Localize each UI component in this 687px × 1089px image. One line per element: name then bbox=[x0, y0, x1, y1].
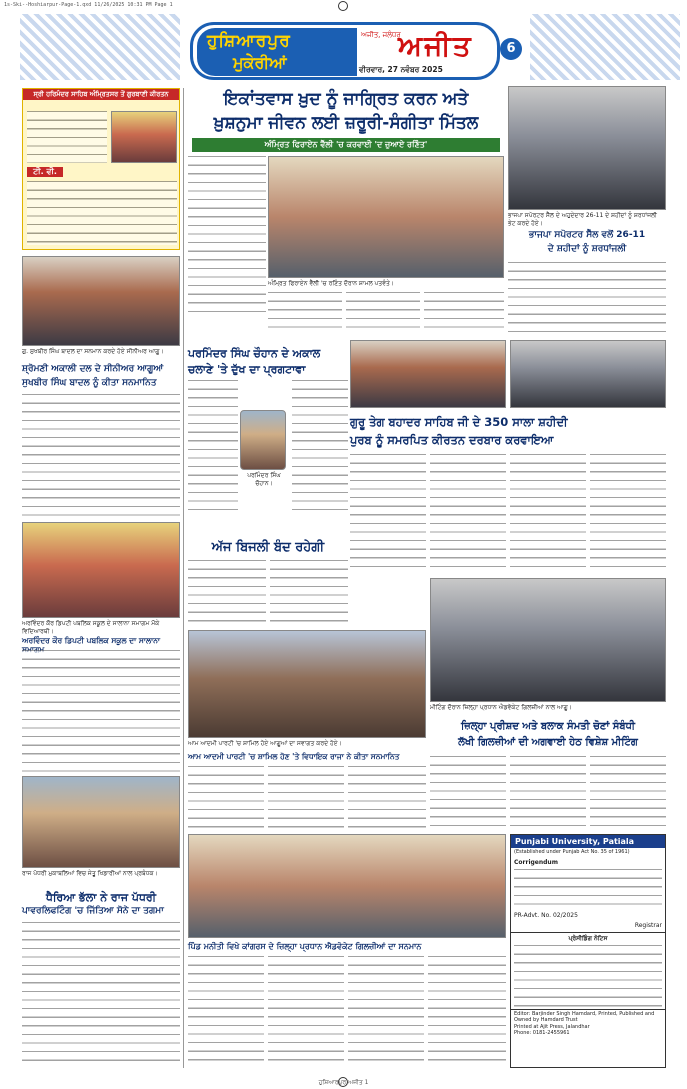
obituary-headline-line2: ਚਲਾਣੇ 'ਤੇ ਦੁੱਖ ਦਾ ਪ੍ਰਗਟਾਵਾ bbox=[188, 363, 306, 376]
powerlifting-headline-line1: ਧੈਰਿਆ ਭੱਲਾ ਨੇ ਰਾਜ ਪੱਧਰੀ bbox=[45, 891, 157, 904]
lead-story-text-col1 bbox=[188, 156, 266, 314]
imprint-line2: Printed at Ajit Press, Jalandhar bbox=[514, 1023, 590, 1030]
obituary-text-col1 bbox=[188, 380, 238, 510]
akali-story-text bbox=[22, 394, 180, 518]
congress-text-col2 bbox=[268, 956, 344, 1066]
school-photo-caption: ਅਰਵਿੰਦਰ ਕੌਰ ਡਿਪਟੀ ਪਬਲਿਕ ਸਕੂਲ ਦੇ ਸਾਲਾਨਾ ਸਮਾਗਮ ਮੌਕੇ ਵਿਦਿਆਰਥੀ। bbox=[22, 620, 160, 635]
congress-text-col4 bbox=[428, 956, 506, 1066]
akali-leaders-photo bbox=[22, 256, 180, 346]
school-story-text bbox=[22, 650, 180, 772]
gurbani-box bbox=[22, 88, 180, 250]
bjp-headline-line2: ਦੇ ਸ਼ਹੀਦਾਂ ਨੂੰ ਸ਼ਰਧਾਂਜਲੀ bbox=[547, 244, 627, 254]
obituary-portrait bbox=[240, 410, 286, 470]
lead-story-text-col2 bbox=[268, 292, 342, 334]
akali-photo-caption: ਗੁ. ਸੁਖਬੀਰ ਸਿੰਘ ਬਾਦਲ ਦਾ ਸਨਮਾਨ ਕਰਦੇ ਹੋਏ ਸੀਨੀਅਰ ਆਗੂ। bbox=[22, 348, 164, 355]
bjp-tribute-photo bbox=[508, 86, 666, 210]
issue-date: ਵੀਰਵਾਰ, 27 ਨਵੰਬਰ 2025 bbox=[359, 65, 443, 74]
kirtan-photo-right bbox=[510, 340, 666, 408]
obituary-text-col2 bbox=[292, 380, 348, 510]
kirtan-text-col4 bbox=[590, 454, 666, 572]
lead-story-photo bbox=[268, 156, 504, 278]
kirtan-headline-line2: ਪੁਰਬ ਨੂੰ ਸਮਰਪਿਤ ਕੀਰਤਨ ਦਰਬਾਰ ਕਰਵਾਇਆ bbox=[350, 433, 554, 447]
kirtan-text-col1 bbox=[350, 454, 426, 572]
obituary-headline-line1: ਪਰਮਿੰਦਰ ਸਿੰਘ ਚੌਹਾਨ ਦੇ ਅਕਾਲ bbox=[188, 347, 321, 360]
congress-felicitation-photo bbox=[188, 834, 506, 938]
school-function-photo bbox=[22, 522, 180, 618]
power-cut-headline: ਅੱਜ ਬਿਜਲੀ ਬੰਦ ਰਹੇਗੀ bbox=[211, 540, 325, 555]
akali-headline-line1: ਸ਼੍ਰੋਮਣੀ ਅਕਾਲੀ ਦਲ ਦੇ ਸੀਨੀਅਰ ਆਗੂਆਂ bbox=[22, 364, 164, 374]
bjp-headline-line1: ਭਾਜਪਾ ਸਪੋਰਟਰ ਸੈੱਲ ਵਲੋਂ 26-11 bbox=[528, 230, 646, 240]
advert-subtitle: (Established under Punjab Act No. 35 of 1961) bbox=[514, 849, 630, 855]
advert-corrigendum: Corrigendum bbox=[514, 858, 558, 866]
advert-reference: PR-Advt. No. 02/2025 bbox=[514, 912, 578, 919]
column-rule-left bbox=[183, 88, 184, 1068]
powerlifting-photo-caption: ਰਾਜ ਪੱਧਰੀ ਮੁਕਾਬਲਿਆਂ ਵਿਚ ਜੇਤੂ ਖਿਡਾਰੀਆਂ ਨਾਲ ਪ੍ਰਬੰਧਕ। bbox=[22, 870, 158, 877]
imprint-line1: Editor: Barjinder Singh Hamdard, Printed, Published and Owned by Hamdard Trust bbox=[511, 1009, 665, 1024]
congress-text-col1 bbox=[188, 956, 264, 1066]
edition-subname: ਮੁਕੇਰੀਆਂ bbox=[233, 53, 287, 72]
akali-headline-line2: ਸੁਖਬੀਰ ਸਿੰਘ ਬਾਦਲ ਨੂੰ ਕੀਤਾ ਸਨਮਾਨਿਤ bbox=[22, 378, 157, 388]
lead-headline-line2: ਖ਼ੁਸ਼ਨੁਮਾ ਜੀਵਨ ਲਈ ਜ਼ਰੂਰੀ-ਸੰਗੀਤਾ ਮਿੱਤਲ bbox=[213, 113, 479, 133]
power-cut-text-col2 bbox=[270, 560, 348, 622]
notice-title: ਪ੍ਰੋਸੀਡਿੰਗ ਨੋਟਿਸ bbox=[511, 932, 665, 943]
bjp-story-text bbox=[508, 262, 666, 334]
kirtan-photo-left bbox=[350, 340, 506, 408]
congress-headline: ਪਿੰਡ ਮਨੀਤੀ ਵਿਖੇ ਕਾਂਗਰਸ ਦੇ ਜ਼ਿਲ੍ਹਾ ਪ੍ਰਧਾਨ ਐਡਵੋਕੇਟ ਗਿਲਜ਼ੀਆਂ ਦਾ ਸਨਮਾਨ bbox=[188, 942, 422, 951]
print-slug: 1s-Ski--Hoshiarpur-Page-1.qxd 11/26/2025 10:31 PM Page 1 bbox=[4, 2, 173, 8]
bjp-photo-caption: ਭਾਜਪਾ ਸਪੋਰਟਰ ਸੈੱਲ ਦੇ ਅਹੁਦੇਦਾਰ 26-11 ਦੇ ਸ਼ਹੀਦਾਂ ਨੂੰ ਸ਼ਰਧਾਂਜਲੀ ਭੇਟ ਕਰਦੇ ਹੋਏ। bbox=[508, 212, 657, 227]
masthead-decoration-left bbox=[20, 14, 180, 80]
aap-photo-caption: ਆਮ ਆਦਮੀ ਪਾਰਟੀ 'ਚ ਸ਼ਾਮਿਲ ਹੋਏ ਆਗੂਆਂ ਦਾ ਸਵਾਗਤ ਕਰਦੇ ਹੋਏ। bbox=[188, 740, 342, 747]
notice-body bbox=[514, 945, 662, 1007]
masthead-small-text: ਅਜੀਤ, ਜਲੰਧਰ bbox=[361, 31, 401, 39]
lead-story-text-col3 bbox=[346, 292, 420, 334]
registration-mark-top bbox=[338, 1, 348, 11]
meeting-photo-caption: ਮੀਟਿੰਗ ਦੌਰਾਨ ਜ਼ਿਲ੍ਹਾ ਪ੍ਰਧਾਨ ਐਡਵੋਕੇਟ ਗਿਲਜ਼ੀਆਂ ਨਾਲ ਆਗੂ। bbox=[430, 704, 572, 711]
school-headline: ਅਰਵਿੰਦਰ ਕੌਰ ਡਿਪਟੀ ਪਬਲਿਕ ਸਕੂਲ ਦਾ ਸਾਲਾਨਾ bbox=[22, 636, 161, 645]
aap-text-col1 bbox=[188, 766, 264, 830]
meeting-text-col2 bbox=[510, 756, 586, 830]
meeting-text-col3 bbox=[590, 756, 666, 830]
powerlifting-story-text bbox=[22, 922, 180, 1064]
aap-headline: ਆਮ ਆਦਮੀ ਪਾਰਟੀ 'ਚ ਸ਼ਾਮਿਲ ਹੋਣ 'ਤੇ ਵਿਧਾਇਕ ਰਾਜਾ ਨੇ ਕੀਤਾ ਸਨਮਾਨਿਤ bbox=[188, 752, 400, 761]
masthead-decoration-right bbox=[530, 14, 680, 80]
advert-signatory: Registrar bbox=[634, 921, 662, 929]
kirtan-headline-line1: ਗੁਰੂ ਤੇਗ ਬਹਾਦਰ ਸਾਹਿਬ ਜੀ ਦੇ 350 ਸਾਲਾ ਸ਼ਹੀਦੀ bbox=[350, 415, 568, 429]
advert-body bbox=[514, 869, 662, 909]
edition-name: ਹੁਸ਼ਿਆਰਪੁਰ bbox=[207, 31, 291, 51]
portrait-caption: ਪਰਮਿੰਦਰ ਸਿੰਘ ਚੌਹਾਨ। bbox=[247, 472, 281, 487]
masthead bbox=[190, 22, 500, 80]
page-number-badge: 6 bbox=[500, 38, 522, 60]
lead-subheadline: ਅੰਮ੍ਰਿਤ ਫਿਰਾਏਨ ਵੈੱਲੀ 'ਚ ਕਰਵਾਈ 'ਦ ਜ਼ੁਆਏ ਰਣਿੰਤ' bbox=[192, 138, 500, 152]
newspaper-logo: ਅਜੀਤ bbox=[398, 29, 473, 62]
lead-photo-caption: ਅੰਮ੍ਰਿਤ ਫਿਰਾਏਨ ਵੈੱਲੀ 'ਚ ਰਣਿੰਤ ਦੌਰਾਨ ਸ਼ਾਮਲ ਪਤਵੰਤੇ। bbox=[268, 280, 394, 287]
aap-text-col3 bbox=[348, 766, 426, 830]
meeting-photo bbox=[430, 578, 666, 702]
tv-schedule-text bbox=[27, 181, 177, 245]
power-cut-text-col1 bbox=[188, 560, 266, 622]
gurbani-text bbox=[27, 111, 107, 163]
lead-headline-line1: ਇਕਾਂਤਵਾਸ ਖ਼ੁਦ ਨੂੰ ਜਾਗ੍ਰਿਤ ਕਰਨ ਅਤੇ bbox=[223, 89, 469, 109]
aap-joining-photo bbox=[188, 630, 426, 738]
kirtan-text-col3 bbox=[510, 454, 586, 572]
meeting-headline-line2: ਲੱਖੀ ਗਿਲਜ਼ੀਆਂ ਦੀ ਅਗਵਾਈ ਹੇਠ ਵਿਸ਼ੇਸ਼ ਮੀਟਿੰਗ bbox=[458, 737, 638, 748]
aap-text-col2 bbox=[268, 766, 344, 830]
advert-title: Punjabi University, Patiala bbox=[511, 835, 665, 848]
color-bar bbox=[240, 1080, 300, 1086]
golden-temple-photo bbox=[111, 111, 177, 163]
imprint-line3: Phone: 0181-2455961 bbox=[514, 1029, 570, 1036]
page-footer: ਹੁਸ਼ਿਆਰਪੁਰ ਅਜੀਤ 1 bbox=[318, 1079, 369, 1086]
powerlifting-headline-line2: ਪਾਵਰਲਿਫਟਿੰਗ 'ਚ ਜਿੱਤਿਆ ਸੋਨੇ ਦਾ ਤਗਮਾ bbox=[22, 906, 164, 916]
powerlifting-photo bbox=[22, 776, 180, 868]
meeting-text-col1 bbox=[430, 756, 506, 830]
registration-mark-bottom bbox=[338, 1077, 348, 1087]
university-advertisement bbox=[510, 834, 666, 1068]
gurbani-box-title: ਸ੍ਰੀ ਹਰਿਮੰਦਰ ਸਾਹਿਬ ਅੰਮ੍ਰਿਤਸਰ ਤੋਂ ਗੁਰਬਾਣੀ ਕੀਰਤਨ bbox=[23, 89, 179, 100]
meeting-headline-line1: ਜ਼ਿਲ੍ਹਾ ਪ੍ਰੀਸ਼ਦ ਅਤੇ ਬਲਾਕ ਸੰਮਤੀ ਚੋਣਾਂ ਸੰਬੰਧੀ bbox=[461, 721, 635, 732]
kirtan-text-col2 bbox=[430, 454, 506, 572]
congress-text-col3 bbox=[348, 956, 424, 1066]
lead-story-text-col4 bbox=[424, 292, 504, 334]
tv-label: ਟੀ. ਵੀ. bbox=[27, 167, 63, 177]
